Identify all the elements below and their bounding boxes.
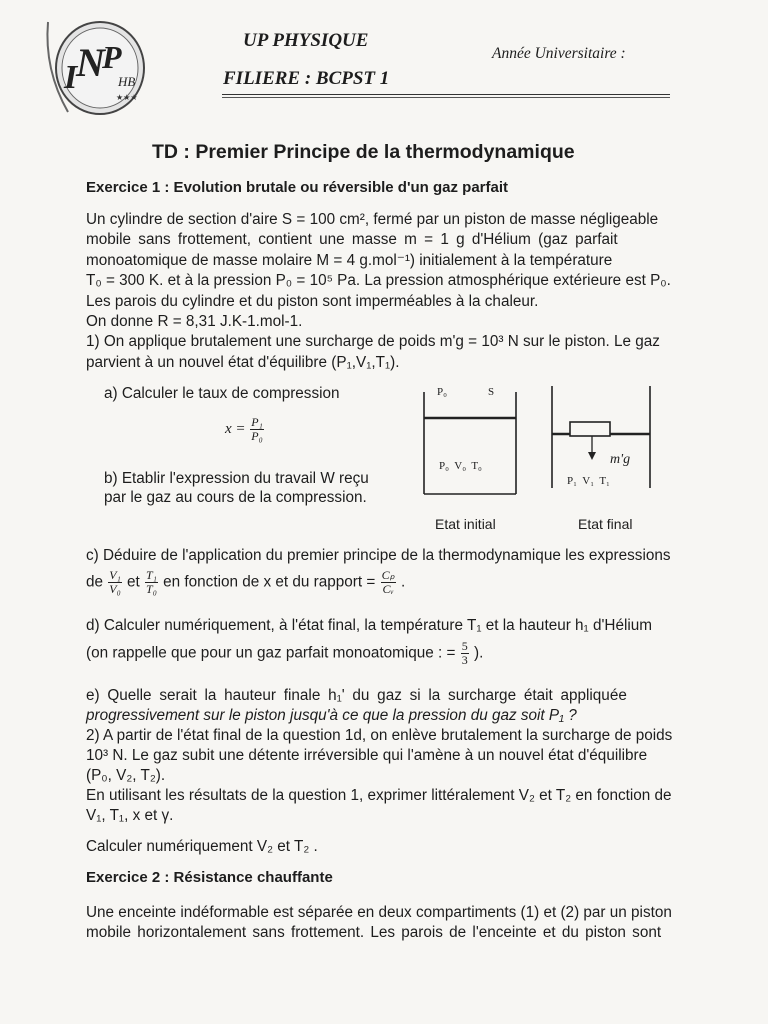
text-et: et	[127, 573, 140, 591]
text-line: Un cylindre de section d'aire S = 100 cm², fermé par un piston de masse négligeable	[86, 211, 659, 228]
question-e-line-1: e) Quelle serait la hauteur finale h₁' du gaz si la surcharge était appliquée	[86, 687, 627, 704]
question-d-line-1: d) Calculer numériquement, à l'état final, la température T₁ et la hauteur h₁ d'Hélium	[86, 617, 652, 634]
fraction-denominator: V₀	[109, 582, 121, 596]
exercise-1-title: Exercice 1 : Evolution brutale ou réversible d'un gaz parfait	[86, 179, 509, 196]
question-2-line-1: 2) A partir de l'état final de la question 1d, on enlève brutalement la surcharge de poids	[86, 727, 673, 744]
text-end: .	[401, 573, 406, 591]
figure-initial-state	[412, 382, 530, 500]
fraction-gamma	[461, 640, 469, 667]
text-line: mobile sans frottement, contient une masse m = 1 g d'Hélium (gaz parfait	[86, 231, 618, 249]
section-label: S	[488, 386, 495, 398]
weight-vector-label: m'g⃗	[610, 452, 641, 467]
question-c-line-2	[86, 569, 405, 596]
text-recall: (on rappelle que pour un gaz parfait monoatomique : =	[86, 644, 456, 662]
question-b-line-1: b) Etablir l'expression du travail W reçu	[104, 470, 369, 487]
page-title: TD : Premier Principe de la thermodynamique	[152, 141, 575, 163]
question-2-line-5: V₁, T₁, x et γ.	[86, 807, 174, 824]
question-a: a) Calculer le taux de compression	[104, 385, 340, 402]
fraction-denominator: P₀	[251, 429, 263, 443]
text-line: On donne R = 8,31 J.K-1.mol-1.	[86, 313, 303, 331]
text-line: Les parois du cylindre et du piston sont imperméables à la chaleur.	[86, 292, 539, 310]
question-b-line-2: par le gaz au cours de la compression.	[104, 489, 367, 506]
fraction	[250, 416, 264, 443]
text-line: parvient à un nouvel état d'équilibre (P₁,V₁,T₁).	[86, 353, 400, 371]
fraction-denominator: 3	[461, 653, 468, 667]
exercise-1-intro	[86, 210, 686, 373]
exercise-2-line-1: Une enceinte indéformable est séparée en deux compartiments (1) et (2) par un piston	[86, 904, 672, 921]
text-end: ).	[474, 644, 484, 662]
academic-year-label: Année Universitaire :	[492, 45, 626, 62]
text-line: T₀ = 300 K. et à la pression P₀ = 10⁵ Pa. La pression atmosphérique extérieure est P₀.	[86, 272, 671, 290]
exercise-2-line-2: mobile horizontalement sans frottement. Les parois de l'enceinte et du piston sont	[86, 924, 662, 941]
header-rule	[222, 94, 670, 98]
logo	[40, 10, 150, 120]
question-2-line-3: (P₀, V₂, T₂).	[86, 767, 166, 784]
text-de: de	[86, 573, 104, 591]
formula-lhs: x =	[225, 420, 246, 437]
svg-text:P: P	[102, 39, 122, 75]
fraction-t1-t0	[145, 569, 158, 596]
question-d-line-2	[86, 640, 483, 667]
filiere-title: FILIERE : BCPST 1	[223, 68, 390, 89]
fraction-cp-cv	[381, 569, 396, 596]
initial-state-caption: Etat initial	[435, 516, 496, 532]
fraction-numerator: 5	[461, 639, 468, 653]
question-2-line-4: En utilisant les résultats de la question 1, exprimer littéralement V₂ et T₂ en fonction de	[86, 787, 672, 804]
fraction-denominator: T₀	[146, 582, 157, 596]
final-state-caption: Etat final	[578, 516, 633, 532]
final-state-variables: P₁ V₁ T₁	[567, 475, 610, 487]
text-line: monoatomique de masse molaire M = 4 g.mol⁻¹) initialement à la température	[86, 251, 613, 269]
text-rest: en fonction de x et du rapport =	[163, 573, 376, 591]
svg-text:I: I	[64, 59, 78, 96]
fraction-numerator: V₁	[109, 568, 121, 582]
text-line: 1) On applique brutalement une surcharge de poids m'g = 10³ N sur le piston. Le gaz	[86, 333, 660, 351]
compression-ratio-formula	[225, 416, 265, 443]
initial-pressure-label: P₀	[437, 386, 447, 398]
svg-text:N: N	[76, 40, 105, 85]
question-e-line-2: progressivement sur le piston jusqu'à ce que la pression du gaz soit P₁ ?	[86, 707, 577, 724]
initial-state-variables: P₀ V₀ T₀	[439, 460, 482, 472]
exercise-2-title: Exercice 2 : Résistance chauffante	[86, 869, 333, 886]
fraction-v1-v0	[108, 569, 122, 596]
fraction-numerator: Cₚ	[381, 568, 395, 582]
department-title: UP PHYSIQUE	[243, 30, 369, 51]
question-2-calculation: Calculer numériquement V₂ et T₂ .	[86, 838, 318, 855]
svg-text:★★★: ★★★	[116, 93, 138, 102]
fraction-denominator: Cᵥ	[382, 582, 394, 596]
fraction-numerator: T₁	[146, 568, 157, 582]
svg-text:HB: HB	[118, 74, 136, 89]
fraction-numerator: P₁	[251, 415, 263, 429]
question-c-line-1: c) Déduire de l'application du premier principe de la thermodynamique les expressions	[86, 547, 671, 564]
question-2-line-2: 10³ N. Le gaz subit une détente irréversible qui l'amène à un nouvel état d'équilibre	[86, 747, 648, 764]
